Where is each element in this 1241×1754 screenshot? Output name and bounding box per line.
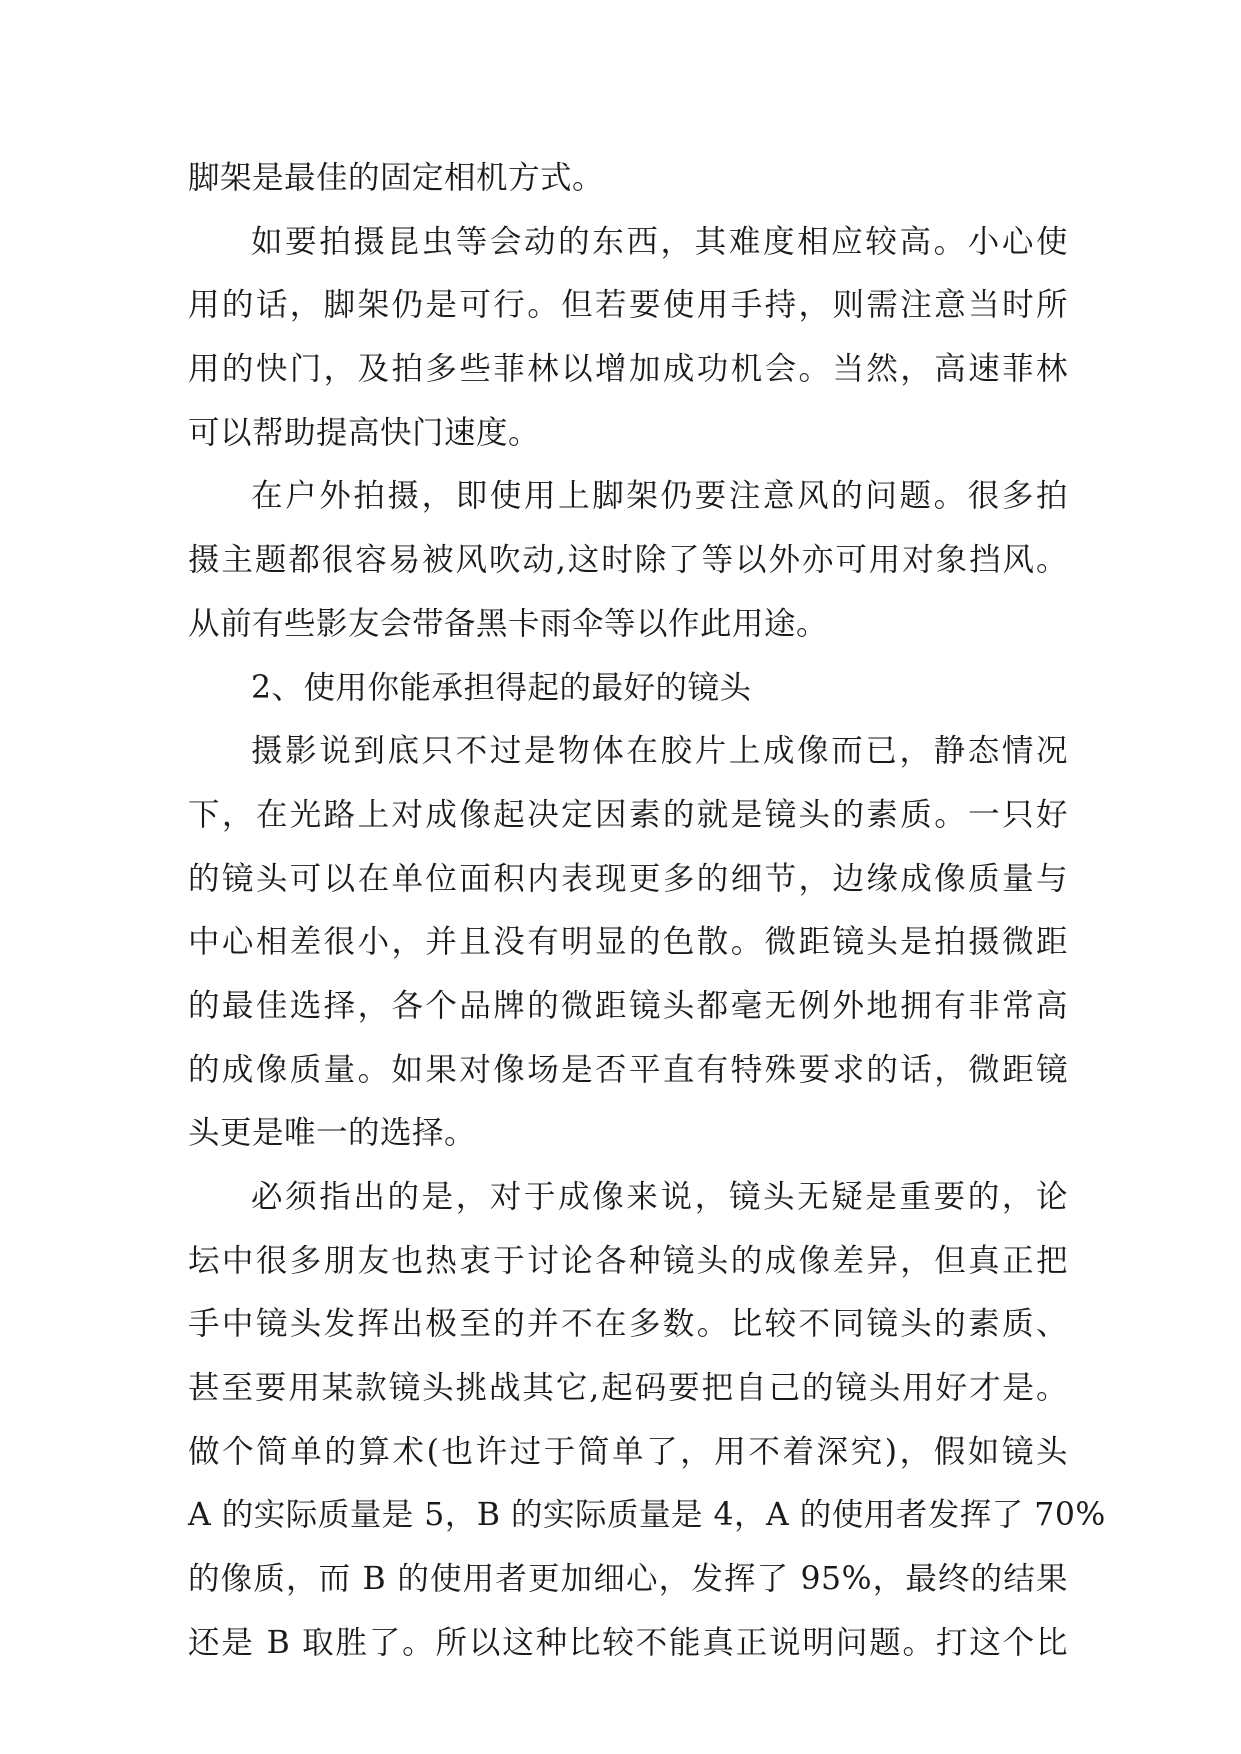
text-line: 还是 B 取胜了。所以这种比较不能真正说明问题。打这个比 [188,1624,1068,1661]
text-line: 做个简单的算术(也许过于简单了，用不着深究)，假如镜头 [188,1433,1068,1470]
text-line: 甚至要用某款镜头挑战其它,起码要把自己的镜头用好才是。 [188,1370,1068,1407]
text-line: 头更是唯一的选择。 [188,1115,477,1152]
text-line: 从前有些影友会带备黑卡雨伞等以作此用途。 [188,605,829,642]
text-line: 中心相差很小，并且没有明显的色散。微距镜头是拍摄微距 [188,924,1068,961]
text-line: 的镜头可以在单位面积内表现更多的细节，边缘成像质量与 [188,860,1068,897]
text-line: 必须指出的是，对于成像来说，镜头无疑是重要的，论 [251,1179,1068,1215]
text-line: 可以帮助提高快门速度。 [188,414,541,451]
text-line: 坛中很多朋友也热衷于讨论各种镜头的成像差异，但真正把 [188,1242,1068,1279]
text-line: 摄主题都很容易被风吹动,这时除了等以外亦可用对象挡风。 [188,542,1068,579]
text-line: 的成像质量。如果对像场是否平直有特殊要求的话，微距镜 [188,1051,1068,1088]
section-heading: 2、使用你能承担得起的最好的镜头 [251,669,752,706]
text-line: 的像质，而 B 的使用者更加细心，发挥了 95%，最终的结果 [188,1561,1068,1598]
text-line: 在户外拍摄，即使用上脚架仍要注意风的问题。很多拍 [251,478,1068,515]
text-line: 脚架是最佳的固定相机方式。 [188,160,605,196]
text-line: 的最佳选择，各个品牌的微距镜头都毫无例外地拥有非常高 [188,987,1068,1024]
text-line: 如要拍摄昆虫等会动的东西，其难度相应较高。小心使 [251,223,1068,260]
body-text [188,147,1106,1676]
text-line: 用的快门，及拍多些菲林以增加成功机会。当然，高速菲林 [188,351,1068,388]
text-line: 用的话，脚架仍是可行。但若要使用手持，则需注意当时所 [188,287,1068,324]
text-line: 下，在光路上对成像起决定因素的就是镜头的素质。一只好 [188,796,1068,833]
text-line: 手中镜头发挥出极至的并不在多数。比较不同镜头的素质、 [188,1306,1068,1343]
text-line: 摄影说到底只不过是物体在胶片上成像而已，静态情况 [251,733,1068,770]
text-line: A 的实际质量是 5，B 的实际质量是 4，A 的使用者发挥了 70% [188,1497,1106,1534]
